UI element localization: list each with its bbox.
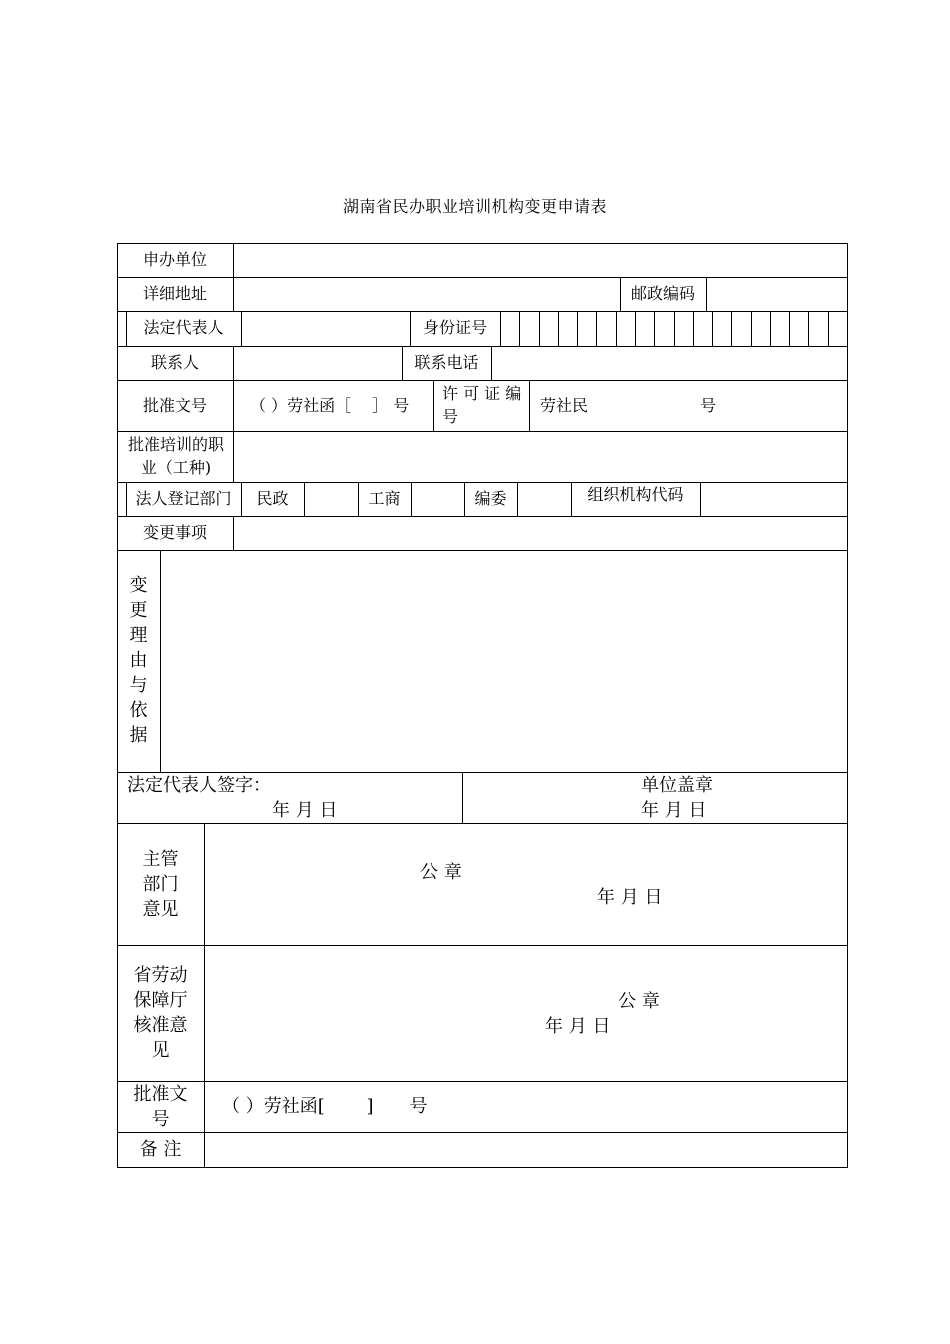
dept-date: 年 月 日 (597, 887, 663, 908)
reason-char-5: 依 (129, 700, 148, 721)
cell-divider (500, 311, 501, 347)
contact-label: 联系人 (150, 353, 199, 372)
cell-divider (517, 482, 518, 517)
id-digit-box-divider (558, 311, 559, 347)
reg-dept-label: 法人登记部门 (135, 489, 232, 508)
dept-opinion-line-2: 意见 (142, 899, 179, 920)
id-digit-box-divider (635, 311, 636, 347)
id-digit-box-divider (596, 311, 597, 347)
id-digit-box-divider (731, 311, 732, 347)
prov-opinion-line-0: 省劳动 (133, 965, 188, 986)
reason-char-1: 更 (129, 600, 148, 621)
staffing-label: 编委 (474, 489, 507, 508)
rep-sign-label: 法定代表人签字： (127, 775, 271, 796)
cell-divider (204, 945, 205, 1082)
dept-seal: 公 章 (420, 862, 462, 883)
id-digit-box-divider (789, 311, 790, 347)
unit-seal-date: 年 月 日 (641, 800, 707, 821)
id-digit-box-divider (712, 311, 713, 347)
form-title: 湖南省民办职业培训机构变更申请表 (342, 197, 607, 216)
table-border-right (847, 243, 848, 1168)
prov-date: 年 月 日 (545, 1016, 611, 1037)
license-no-value[interactable]: 劳社民 号 (540, 396, 717, 415)
approval-no-value[interactable]: （ ）劳社函［ ］ 号 (250, 396, 410, 415)
cell-divider (204, 823, 205, 946)
address-label: 详细地址 (142, 284, 207, 303)
address-field[interactable] (234, 278, 620, 311)
contact-field[interactable] (234, 347, 402, 380)
id-digit-box-divider (828, 311, 829, 347)
row-divider (117, 311, 848, 312)
change-item-label: 变更事项 (142, 523, 207, 542)
id-digit-box-divider (654, 311, 655, 347)
applicant-label: 申办单位 (142, 250, 207, 269)
org-code-label: 组织机构代码 (587, 485, 684, 504)
cell-divider (529, 380, 530, 432)
phone-label: 联系电话 (414, 353, 479, 372)
remarks-label: 备 注 (139, 1139, 182, 1160)
unit-seal-label: 单位盖章 (641, 775, 713, 796)
industry-label: 工商 (368, 489, 401, 508)
id-digit-box-divider (693, 311, 694, 347)
row-divider (117, 380, 848, 381)
id-digit-box-divider (770, 311, 771, 347)
reason-char-3: 由 (129, 650, 148, 671)
id-number-label: 身份证号 (422, 318, 487, 337)
cell-divider (462, 772, 463, 824)
row-divider (117, 945, 848, 946)
cell-divider (233, 380, 234, 432)
approval-no-label: 批准文号 (142, 396, 207, 415)
postcode-field[interactable] (707, 278, 847, 311)
cell-divider (204, 1081, 205, 1133)
applicant-field[interactable] (234, 244, 847, 277)
row-divider (117, 823, 848, 824)
dept-opinion-line-0: 主管 (142, 849, 179, 870)
reason-char-2: 理 (129, 625, 148, 646)
org-code-field[interactable] (701, 483, 847, 516)
id-digit-box-divider (674, 311, 675, 347)
occupation-field[interactable] (234, 432, 847, 482)
id-digit-box-divider (808, 311, 809, 347)
remarks-field[interactable] (205, 1133, 847, 1167)
reason-char-0: 变 (129, 575, 148, 596)
id-digit-box-divider (519, 311, 520, 347)
change-item-field[interactable] (234, 517, 847, 550)
prov-opinion-line-3: 见 (151, 1040, 170, 1061)
postcode-label: 邮政编码 (630, 284, 695, 303)
phone-field[interactable] (492, 347, 847, 380)
cell-divider (433, 380, 434, 432)
table-border-bottom (117, 1167, 848, 1168)
approval-no2-line-0: 批准文 (133, 1084, 188, 1105)
reason-char-6: 据 (129, 725, 148, 746)
row-divider (117, 1081, 848, 1082)
dept-opinion-line-1: 部门 (142, 874, 179, 895)
occupation-label: 批准培训的职业（工种) (127, 435, 224, 477)
civil-label: 民政 (256, 489, 289, 508)
id-digit-box-divider (577, 311, 578, 347)
cell-divider (304, 482, 305, 517)
legal-rep-field[interactable] (242, 312, 410, 346)
cell-divider (411, 482, 412, 517)
rep-sign-date: 年 月 日 (272, 800, 338, 821)
id-digit-box-divider (751, 311, 752, 347)
id-digit-box-divider (616, 311, 617, 347)
prov-seal: 公 章 (618, 991, 660, 1012)
license-no-label: 许 可 证 编 号 (442, 384, 522, 426)
id-digit-box-divider (539, 311, 540, 347)
approval-no2-value[interactable]: （ ）劳社函[ ] 号 (222, 1096, 428, 1117)
legal-rep-label: 法定代表人 (143, 318, 224, 337)
reason-char-4: 与 (129, 675, 148, 696)
reason-field[interactable] (161, 551, 847, 772)
approval-no2-line-1: 号 (151, 1109, 170, 1130)
prov-opinion-line-1: 保障厅 (133, 990, 188, 1011)
prov-opinion-line-2: 核准意 (133, 1015, 188, 1036)
